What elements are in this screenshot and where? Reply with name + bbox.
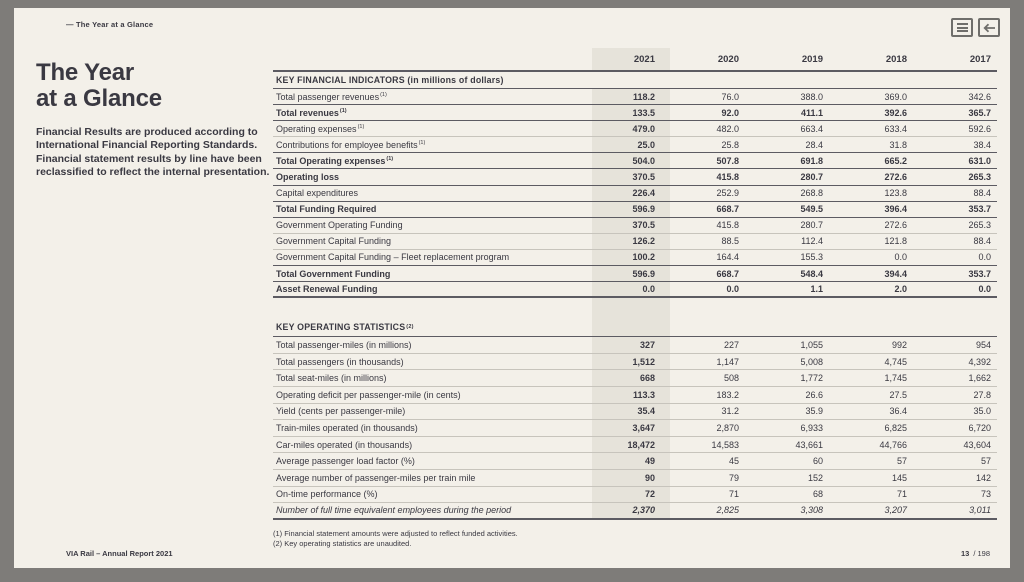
- table-row: [273, 453, 997, 470]
- value-cell-2017: 57: [980, 456, 991, 467]
- table-row: [273, 121, 997, 137]
- sidebar: [36, 60, 270, 180]
- footnote-line: (2) Key operating statistics are unaudited.: [273, 539, 412, 549]
- row-label: [273, 188, 577, 198]
- value-cell-2018: 31.8: [889, 139, 907, 150]
- value-cell-2020: 252.9: [716, 188, 739, 199]
- section-title-footnote-ref: (2): [406, 324, 414, 331]
- table-row: [273, 218, 997, 234]
- value-cell-2018: 394.4: [884, 268, 907, 279]
- row-label: [273, 124, 577, 134]
- row-label-text: Capital expenditures: [276, 188, 359, 199]
- value-cell-2017: 1,662: [968, 373, 991, 384]
- table-row: [273, 89, 997, 105]
- value-cell-2017: 6,720: [968, 422, 991, 433]
- row-footnote-ref: (1): [418, 139, 426, 146]
- value-cell-2017: 631.0: [968, 155, 991, 166]
- row-label-text: Total passengers (in thousands): [276, 356, 404, 367]
- value-cell-2018: 2.0: [894, 284, 907, 295]
- row-label: [273, 140, 577, 150]
- section-title-text: KEY FINANCIAL INDICATORS (in millions of dollars): [276, 75, 504, 85]
- value-cell-2019: 68: [812, 489, 823, 500]
- row-label: [273, 220, 577, 230]
- footnote-line: (1) Financial statement amounts were adjusted to reflect funded activities.: [273, 528, 518, 538]
- value-cell-2021: 126.2: [632, 236, 655, 247]
- section-title: [273, 70, 997, 89]
- row-label-text: Operating expenses: [276, 123, 357, 134]
- value-cell-2020: 31.2: [721, 406, 739, 417]
- row-footnote-ref: (1): [386, 155, 394, 162]
- value-cell-2017: 4,392: [968, 356, 991, 367]
- value-cell-2021: 504.0: [632, 155, 655, 166]
- row-label-text: Total passenger-miles (in millions): [276, 340, 412, 351]
- value-cell-2021: 370.5: [632, 172, 655, 183]
- value-cell-2018: 123.8: [884, 188, 907, 199]
- value-cell-2021: 133.5: [632, 107, 655, 118]
- value-cell-2021: 226.4: [632, 188, 655, 199]
- table-row: [273, 202, 997, 218]
- value-cell-2017: 142: [975, 472, 991, 483]
- value-cell-2021: 596.9: [632, 204, 655, 215]
- year-header-2018: 2018: [885, 53, 907, 65]
- row-label-text: Total passenger revenues: [276, 91, 380, 102]
- table-row: [273, 266, 997, 282]
- row-label-text: Total Operating expenses: [276, 155, 386, 166]
- value-cell-2017: 88.4: [973, 188, 991, 199]
- value-cell-2020: 88.5: [721, 236, 739, 247]
- table-row: [273, 234, 997, 250]
- value-cell-2018: 121.8: [884, 236, 907, 247]
- value-cell-2019: 691.8: [800, 155, 823, 166]
- financial-tables: [273, 48, 997, 550]
- value-cell-2018: 272.6: [884, 172, 907, 183]
- table-row: [273, 370, 997, 387]
- row-label-text: Average number of passenger-miles per train mile: [276, 472, 476, 483]
- row-label: [273, 505, 577, 515]
- row-label: [273, 473, 577, 483]
- section-title-text: KEY OPERATING STATISTICS: [276, 322, 406, 333]
- value-cell-2017: 592.6: [968, 123, 991, 134]
- row-label: [273, 340, 577, 350]
- value-cell-2018: 27.5: [889, 389, 907, 400]
- table-row: [273, 437, 997, 454]
- value-cell-2021: 90: [644, 472, 655, 483]
- row-label-text: Contributions for employee benefits: [276, 139, 418, 150]
- value-cell-2017: 3,011: [969, 505, 991, 516]
- value-cell-2017: 88.4: [973, 236, 991, 247]
- value-cell-2019: 3,308: [800, 505, 823, 516]
- page-number-current: 13: [960, 549, 970, 558]
- table-row: [273, 387, 997, 404]
- value-cell-2021: 327: [639, 340, 655, 351]
- footnotes: [273, 529, 997, 550]
- value-cell-2020: 0.0: [726, 284, 739, 295]
- value-cell-2019: 663.4: [800, 123, 823, 134]
- value-cell-2019: 60: [812, 456, 823, 467]
- row-label-text: Total Funding Required: [276, 204, 377, 215]
- row-label: [273, 269, 577, 279]
- value-cell-2018: 396.4: [884, 204, 907, 215]
- year-header-2020: 2020: [717, 53, 739, 65]
- value-cell-2019: 5,008: [800, 356, 823, 367]
- value-cell-2017: 38.4: [973, 139, 991, 150]
- value-cell-2020: 71: [728, 489, 739, 500]
- table-row: [273, 105, 997, 121]
- value-cell-2020: 76.0: [721, 91, 739, 102]
- value-cell-2018: 57: [896, 456, 907, 467]
- value-cell-2018: 665.2: [884, 155, 907, 166]
- row-label-text: Operating loss: [276, 172, 340, 183]
- contents-menu-button[interactable]: [951, 18, 973, 37]
- row-label: [273, 204, 577, 214]
- value-cell-2019: 26.6: [805, 389, 823, 400]
- page-number-total: / 198: [973, 549, 990, 558]
- value-cell-2019: 155.3: [800, 252, 823, 263]
- value-cell-2021: 668: [639, 373, 655, 384]
- value-cell-2020: 668.7: [716, 268, 739, 279]
- value-cell-2017: 43,604: [963, 439, 991, 450]
- row-label: [273, 357, 577, 367]
- table-row: [273, 487, 997, 504]
- row-label-text: Total revenues: [276, 107, 339, 118]
- row-label: [273, 489, 577, 499]
- value-cell-2017: 0.0: [978, 284, 991, 295]
- value-cell-2019: 152: [807, 472, 823, 483]
- menu-icon: [957, 23, 968, 32]
- value-cell-2018: 392.6: [884, 107, 907, 118]
- value-cell-2020: 668.7: [716, 204, 739, 215]
- row-label: [273, 406, 577, 416]
- row-footnote-ref: (1): [357, 123, 365, 130]
- table-row: [273, 137, 997, 153]
- table-row: [273, 470, 997, 487]
- report-page: [14, 8, 1010, 568]
- value-cell-2021: 25.0: [637, 139, 655, 150]
- value-cell-2018: 44,766: [879, 439, 907, 450]
- value-cell-2019: 411.1: [800, 107, 823, 118]
- page-title: [36, 60, 270, 112]
- value-cell-2020: 482.0: [716, 123, 739, 134]
- row-label-text: Operating deficit per passenger-mile (in cents): [276, 389, 461, 400]
- page-number: [961, 549, 990, 558]
- value-cell-2020: 2,870: [716, 422, 739, 433]
- value-cell-2019: 6,933: [800, 422, 823, 433]
- table-row: [273, 282, 997, 298]
- row-label: [273, 236, 577, 246]
- row-label: [273, 172, 577, 182]
- value-cell-2018: 992: [891, 340, 907, 351]
- year-header-row: [273, 48, 997, 70]
- value-cell-2020: 507.8: [716, 155, 739, 166]
- year-header-2019: 2019: [801, 53, 823, 65]
- table-row: [273, 420, 997, 437]
- row-label-text: Yield (cents per passenger-mile): [276, 406, 406, 417]
- row-label-text: Total Government Funding: [276, 268, 391, 279]
- value-cell-2017: 954: [975, 340, 991, 351]
- page-title-line1: The Year: [36, 59, 135, 86]
- row-label-text: Number of full time equivalent employees during the period: [276, 505, 512, 516]
- back-button[interactable]: [978, 18, 1000, 37]
- value-cell-2021: 18,472: [627, 439, 655, 450]
- value-cell-2019: 1,772: [800, 373, 823, 384]
- value-cell-2020: 14,583: [711, 439, 739, 450]
- value-cell-2020: 415.8: [716, 220, 739, 231]
- table-row: [273, 337, 997, 354]
- value-cell-2020: 45: [728, 456, 739, 467]
- value-cell-2020: 1,147: [716, 356, 739, 367]
- page-footer: [66, 549, 990, 558]
- value-cell-2017: 353.7: [968, 268, 991, 279]
- running-header: — The Year at a Glance: [66, 20, 154, 29]
- value-cell-2019: 549.5: [800, 204, 823, 215]
- value-cell-2021: 118.2: [632, 91, 655, 102]
- value-cell-2021: 479.0: [632, 123, 655, 134]
- row-label: [273, 390, 577, 400]
- value-cell-2021: 113.3: [632, 389, 655, 400]
- value-cell-2018: 1,745: [884, 373, 907, 384]
- value-cell-2021: 49: [644, 456, 655, 467]
- row-label: [273, 284, 577, 294]
- row-label: [273, 423, 577, 433]
- row-label-text: Government Capital Funding – Fleet replacement program: [276, 252, 510, 263]
- value-cell-2018: 4,745: [884, 356, 907, 367]
- page-title-line2: at a Glance: [36, 85, 162, 112]
- row-label-text: On-time performance (%): [276, 489, 378, 500]
- row-label-text: Car-miles operated (in thousands): [276, 439, 413, 450]
- value-cell-2018: 272.6: [884, 220, 907, 231]
- value-cell-2019: 35.9: [805, 406, 823, 417]
- value-cell-2018: 0.0: [894, 252, 907, 263]
- value-cell-2019: 280.7: [800, 172, 823, 183]
- value-cell-2018: 369.0: [884, 91, 907, 102]
- value-cell-2019: 268.8: [800, 188, 823, 199]
- value-cell-2019: 280.7: [800, 220, 823, 231]
- toolbar: [951, 18, 1000, 37]
- value-cell-2021: 3,647: [632, 422, 655, 433]
- row-footnote-ref: (1): [380, 91, 387, 98]
- value-cell-2017: 73: [980, 489, 991, 500]
- value-cell-2021: 35.4: [637, 406, 655, 417]
- row-label-text: Government Capital Funding: [276, 236, 392, 247]
- table-row: [273, 153, 997, 169]
- row-label: [273, 373, 577, 383]
- row-label: [273, 156, 577, 166]
- value-cell-2021: 72: [644, 489, 655, 500]
- value-cell-2017: 265.3: [968, 220, 991, 231]
- section-title: [273, 318, 997, 337]
- value-cell-2018: 36.4: [889, 406, 907, 417]
- value-cell-2020: 79: [728, 472, 739, 483]
- row-label: [273, 456, 577, 466]
- value-cell-2020: 2,825: [716, 505, 739, 516]
- table-row: [273, 503, 997, 520]
- back-arrow-icon: [983, 23, 996, 33]
- row-footnote-ref: (1): [339, 107, 347, 114]
- table-row: [273, 169, 997, 185]
- table-body: [273, 48, 997, 520]
- value-cell-2019: 28.4: [805, 139, 823, 150]
- value-cell-2021: 1,512: [632, 356, 655, 367]
- value-cell-2020: 227: [723, 340, 739, 351]
- row-label: [273, 108, 577, 118]
- value-cell-2020: 92.0: [721, 107, 739, 118]
- value-cell-2021: 2,370: [632, 505, 655, 516]
- value-cell-2019: 1.1: [810, 284, 823, 295]
- intro-paragraph: Financial Results are produced according to International Financial Reporting Standards. Financial statement results by line have been reclassified to reflect the internal presentation.: [36, 126, 270, 179]
- value-cell-2017: 365.7: [968, 107, 991, 118]
- value-cell-2020: 508: [723, 373, 739, 384]
- value-cell-2017: 35.0: [973, 406, 991, 417]
- table-row: [273, 354, 997, 371]
- row-label: [273, 92, 577, 102]
- row-label-text: Asset Renewal Funding: [276, 284, 378, 295]
- footer-report-title: VIA Rail – Annual Report 2021: [66, 549, 173, 558]
- row-label-text: Government Operating Funding: [276, 220, 403, 231]
- value-cell-2021: 370.5: [632, 220, 655, 231]
- value-cell-2017: 27.8: [973, 389, 991, 400]
- value-cell-2017: 342.6: [968, 91, 991, 102]
- value-cell-2018: 71: [896, 489, 907, 500]
- value-cell-2020: 415.8: [716, 172, 739, 183]
- row-label: [273, 440, 577, 450]
- value-cell-2020: 183.2: [716, 389, 739, 400]
- value-cell-2019: 548.4: [800, 268, 823, 279]
- value-cell-2017: 0.0: [978, 252, 991, 263]
- value-cell-2018: 3,207: [884, 505, 907, 516]
- value-cell-2017: 265.3: [968, 172, 991, 183]
- value-cell-2019: 43,661: [795, 439, 823, 450]
- table-row: [273, 186, 997, 202]
- value-cell-2018: 633.4: [884, 123, 907, 134]
- table-row: [273, 404, 997, 421]
- section-gap: [273, 298, 997, 318]
- year-header-2021: 2021: [633, 53, 655, 65]
- row-label-text: Average passenger load factor (%): [276, 456, 415, 467]
- value-cell-2019: 388.0: [800, 91, 823, 102]
- value-cell-2021: 0.0: [642, 284, 655, 295]
- value-cell-2018: 6,825: [884, 422, 907, 433]
- value-cell-2020: 164.4: [716, 252, 739, 263]
- row-label-text: Total seat-miles (in millions): [276, 373, 387, 384]
- value-cell-2019: 1,055: [800, 340, 823, 351]
- year-header-2017: 2017: [969, 53, 991, 65]
- table-row: [273, 250, 997, 266]
- value-cell-2017: 353.7: [968, 204, 991, 215]
- row-label-text: Train-miles operated (in thousands): [276, 422, 418, 433]
- value-cell-2018: 145: [891, 472, 907, 483]
- row-label: [273, 252, 577, 262]
- value-cell-2021: 596.9: [632, 268, 655, 279]
- value-cell-2021: 100.2: [632, 252, 655, 263]
- value-cell-2020: 25.8: [721, 139, 739, 150]
- value-cell-2019: 112.4: [801, 236, 823, 247]
